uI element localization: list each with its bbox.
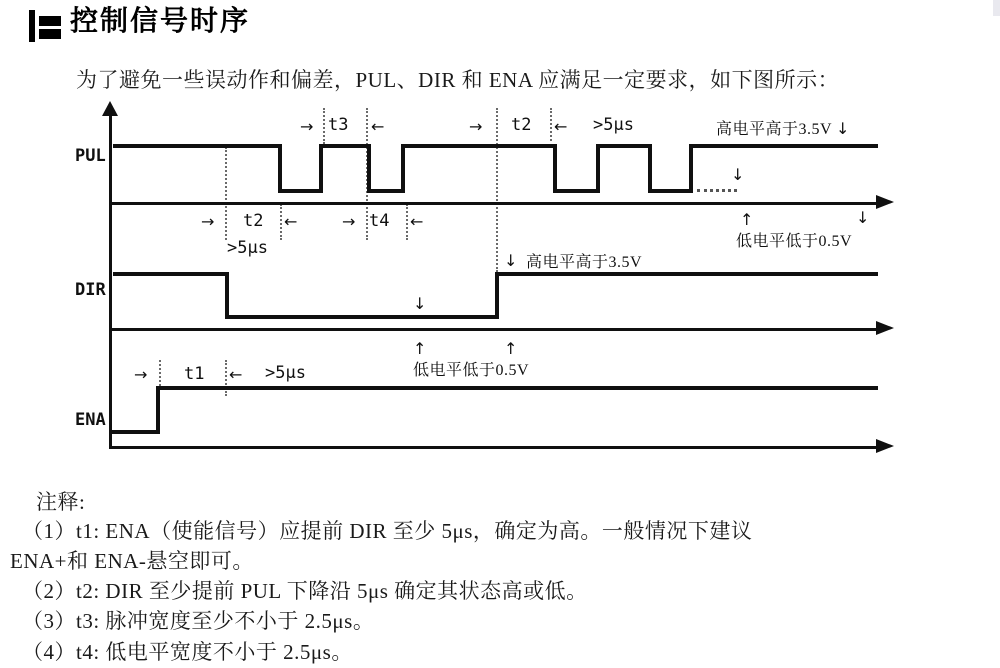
arrow-up-icon: ↑ [413,339,427,358]
guide-dotted-line [323,108,325,144]
arrow-down-icon: ↓ [836,119,850,138]
arrow-down-icon: ↓ [413,294,427,313]
min-5us-label: >5μs [227,238,268,258]
ena-high-segment [156,386,878,390]
dir-high-segment [113,272,227,276]
min-5us-label: >5μs [265,363,306,383]
pul-low-segment [648,189,693,193]
arrow-up-icon: ↑ [740,210,754,229]
arrow-down-icon: ↓ [856,208,870,227]
timing-label-t3: t3 [328,115,349,135]
dir-low-segment [225,315,499,319]
vertical-axis [109,116,112,448]
pul-edge [367,144,371,193]
guide-dotted-line [225,147,227,240]
pul-edge [319,144,323,193]
dir-edge [495,272,499,319]
notes-heading: 注释: [36,490,86,514]
signal-label-pul: PUL [75,146,106,166]
pul-low-segment [278,189,323,193]
timing-label-t1: t1 [184,364,205,384]
dir-high-segment [495,272,878,276]
pul-high-level-label: 高电平高于3.5V [716,121,833,138]
signal-label-ena: ENA [75,410,106,430]
timing-label-t2: t2 [243,211,264,231]
guide-dotted-line [159,360,161,386]
arrow-left-icon: ← [554,117,568,136]
arrow-down-icon: ↓ [504,251,518,270]
axis-arrowhead-right-icon [876,195,894,209]
dir-edge [225,272,229,319]
ena-edge [156,386,160,434]
ena-low-segment [111,430,160,434]
pul-low-continuation-dots [697,189,737,192]
pul-edge [596,144,600,193]
guide-dotted-line [496,108,498,272]
timing-label-t2: t2 [511,115,532,135]
dir-high-level-label: 高电平高于3.5V [526,254,643,271]
pul-high-segment [113,144,278,148]
min-5us-label: >5μs [593,115,634,135]
arrow-right-icon: → [342,212,356,231]
arrow-left-icon: ← [229,365,243,384]
note-line: （3）t3: 脉冲宽度至少不小于 2.5μs。 [22,609,375,633]
arrow-left-icon: ← [371,117,385,136]
page-title: 控制信号时序 [70,6,251,37]
pul-edge [401,144,405,193]
note-line: （4）t4: 低电平宽度不小于 2.5μs。 [22,640,353,664]
pul-baseline-axis [109,202,879,205]
axis-arrowhead-right-icon [876,439,894,453]
pul-edge [278,144,282,193]
axis-arrowhead-right-icon [876,321,894,335]
pul-low-level-label: 低电平低于0.5V [736,233,853,250]
arrow-up-icon: ↑ [504,339,518,358]
guide-dotted-line [406,204,408,240]
intro-text: 为了避免一些误动作和偏差，PUL、DIR 和 ENA 应满足一定要求，如下图所示： [76,68,840,92]
note-line: ENA+和 ENA-悬空即可。 [10,549,254,573]
arrow-right-icon: → [469,117,483,136]
guide-dotted-line [550,108,552,141]
timing-label-t4: t4 [369,211,390,231]
axis-arrowhead-up-icon [102,101,118,116]
dir-low-level-label: 低电平低于0.5V [413,362,530,379]
signal-label-dir: DIR [75,280,106,300]
arrow-right-icon: → [134,365,148,384]
pul-low-segment [367,189,405,193]
pul-high-segment [401,144,553,148]
guide-dotted-line [225,360,227,396]
arrow-left-icon: ← [410,212,424,231]
guide-dotted-line [280,204,282,240]
arrow-down-icon: ↓ [731,165,745,184]
arrow-left-icon: ← [284,212,298,231]
pul-low-segment [553,189,600,193]
dir-baseline-axis [109,328,879,331]
pul-high-segment [689,144,878,148]
pul-edge [553,144,557,193]
pul-edge [689,144,693,193]
pul-high-segment [319,144,367,148]
note-line: （2）t2: DIR 至少提前 PUL 下降沿 5μs 确定其状态高或低。 [22,579,588,603]
pul-edge [648,144,652,193]
arrow-right-icon: → [201,212,215,231]
arrow-right-icon: → [300,117,314,136]
ena-baseline-axis [109,446,879,449]
note-line: （1）t1: ENA（使能信号）应提前 DIR 至少 5μs，确定为高。一般情况下建议 [22,519,753,543]
pul-high-segment [596,144,648,148]
